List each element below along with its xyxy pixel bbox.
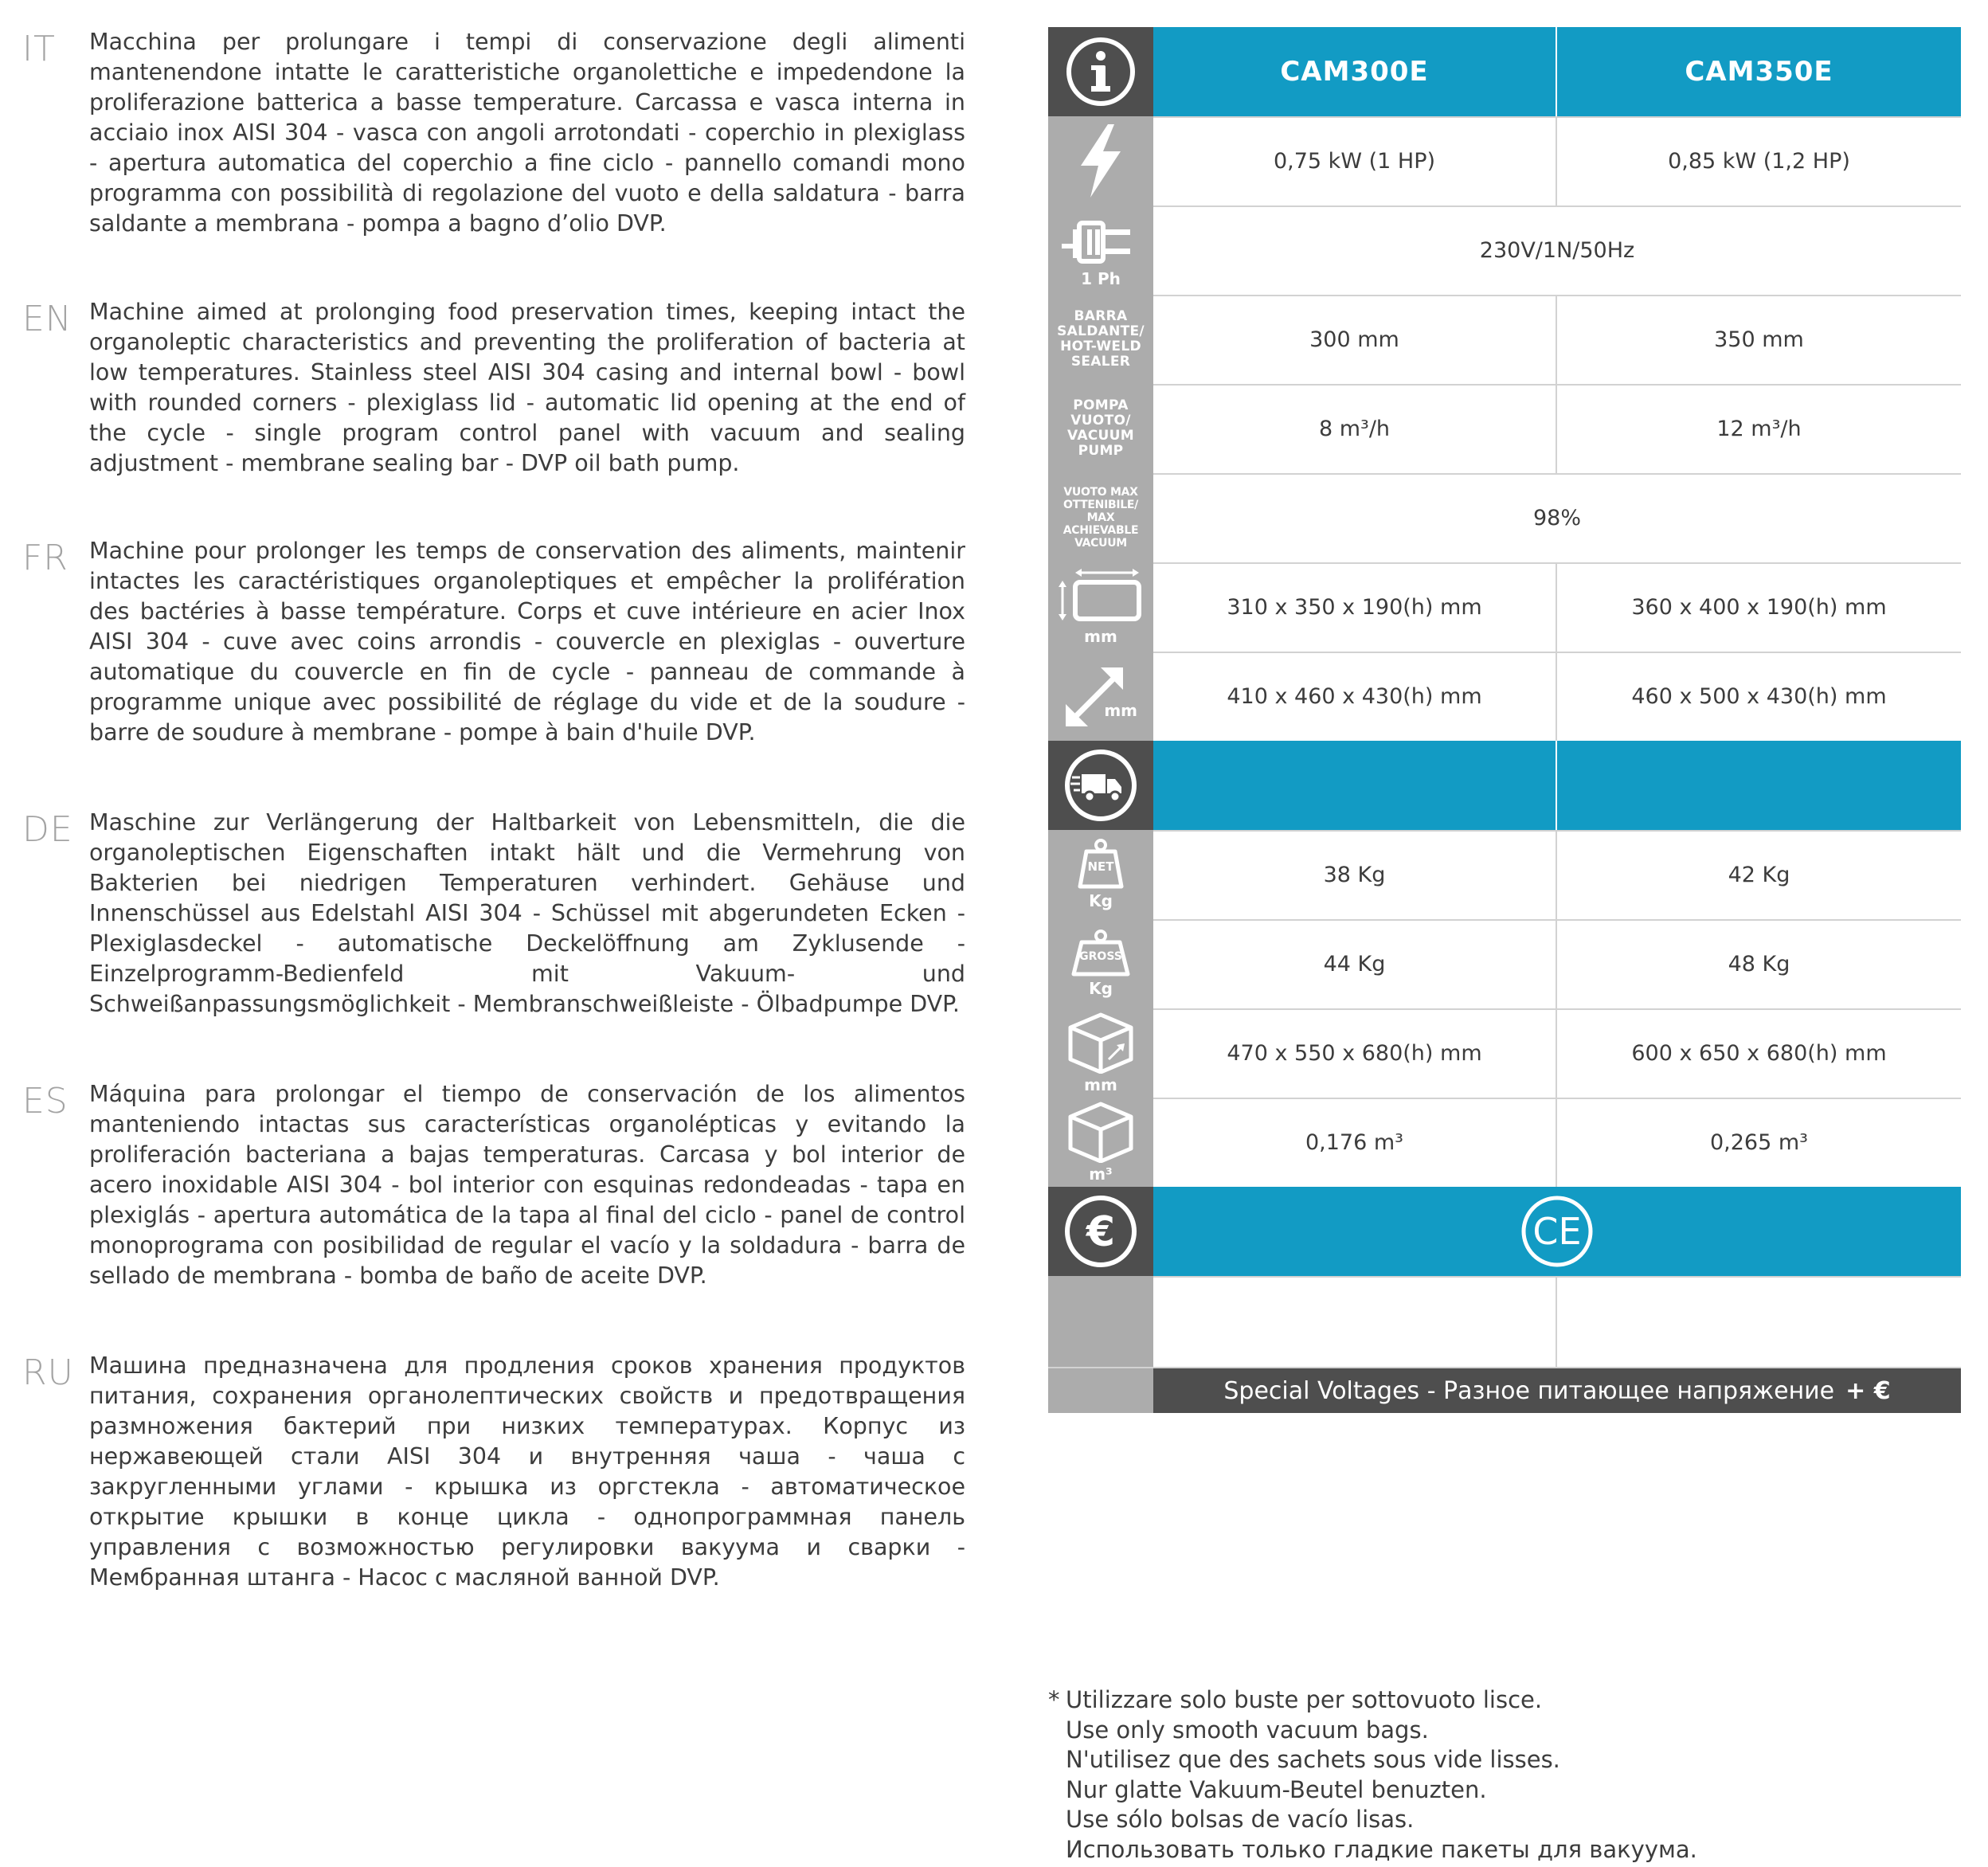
power-value: 0,85 kW (1,2 HP): [1668, 148, 1850, 174]
package-size-value: 600 x 650 x 680(h) mm: [1631, 1040, 1887, 1066]
voltage-value: 230V/1N/50Hz: [1479, 237, 1635, 263]
price-header-row: [1048, 1187, 1961, 1278]
special-voltages-icon-cell: [1048, 1368, 1153, 1413]
weight-net-icon: [1048, 830, 1153, 919]
mm-label: mm: [1084, 627, 1117, 646]
language-code: IT: [22, 29, 56, 69]
phase-label: 1 Ph: [1081, 269, 1121, 288]
sealer-row: [1048, 295, 1961, 386]
pump-value: 12 m³/h: [1716, 416, 1802, 441]
package-volume-value: 0,176 m³: [1153, 1098, 1557, 1187]
language-code: DE: [22, 809, 73, 850]
pump-label-cell: [1048, 384, 1153, 473]
vacuum-label: VUOTO MAX OTTENIBILE/ MAX ACHIEVABLE VACUUM: [1062, 486, 1139, 550]
gross-label: GROSS: [1079, 950, 1122, 963]
package-volume-icon: [1048, 1098, 1153, 1187]
price-value: [1557, 1276, 1961, 1367]
euro-icon: [1048, 1187, 1153, 1276]
package-size-value: 470 x 550 x 680(h) mm: [1153, 1008, 1557, 1098]
power-row: [1048, 116, 1961, 207]
vacuum-value: 98%: [1532, 505, 1581, 530]
description-text: Machine pour prolonger les temps de conservation des aliments, maintenir intactes les caractéristiques organoleptiques et empêcher la prolifération des bactéries à basse température. Corps et cuve intérieure en acier Inox AISI 304 - cuve avec coins arrondis - couvercle en plexiglas - ouverture automatique du couvercle en fin de cycle - panneau de commande à programme unique avec possibilité de réglage du vide et de la soudure - barre de soudure à membrane - pompe à bain d'huile DVP.: [89, 538, 965, 746]
sealer-label-cell: [1048, 295, 1153, 384]
footnote-line: Use only smooth vacuum bags.: [1066, 1716, 1429, 1744]
language-code: RU: [22, 1352, 74, 1393]
sealer-value: 350 mm: [1714, 327, 1804, 352]
chamber-value: 310 x 350 x 190(h) mm: [1153, 562, 1557, 652]
price-label-cell: [1048, 1276, 1153, 1367]
shipping-header-row: [1048, 741, 1961, 832]
chamber-row: [1048, 562, 1961, 653]
sealer-label: BARRA SALDANTE/ HOT-WELD SEALER: [1057, 308, 1145, 370]
external-value: 410 x 460 x 430(h) mm: [1153, 652, 1557, 741]
special-voltages-row: [1048, 1368, 1961, 1413]
footnote-line: Utilizzare solo buste per sottovuoto lisce.: [1066, 1686, 1543, 1713]
package-dimensions-icon: [1048, 1008, 1153, 1098]
description-text: Máquina para prolongar el tiempo de conservación de los alimentos manteniendo intactas sus características organolépticas y evitando la proliferación bacteriana a bajas temperaturas. Carcasa y bol interior de acero inoxidable AISI 304 - bol interior con esquinas redondeadas - tapa en plexiglás - apertura automática de la tapa al final del ciclo - panel de control monoprograma con posibilidad de regular el vacío y la soldadura - barra de sellado de membrana - bomba de baño de aceite DVP.: [89, 1081, 965, 1289]
pump-row: [1048, 384, 1961, 475]
pump-label: POMPA VUOTO/ VACUUM PUMP: [1067, 397, 1134, 459]
weight-gross-icon: [1048, 919, 1153, 1008]
gross-weight-row: [1048, 919, 1961, 1010]
footnote: [1048, 1685, 1697, 1865]
vacuum-label-cell: [1048, 473, 1153, 562]
footnote-line: N'utilisez que des sachets sous vide lisses.: [1066, 1746, 1560, 1773]
plug-icon: [1048, 205, 1153, 295]
model-name: CAM300E: [1153, 27, 1557, 116]
chamber-dimensions-icon: [1048, 562, 1153, 652]
description-text: Macchina per prolungare i tempi di conservazione degli alimenti mantenendone intatte le caratteristiche organolettiche e impedendone la proliferazione batterica a basse temperature. Carcassa e vasca interna in acciaio inox AISI 304 - vasca con angoli arrotondati - coperchio in plexiglass - apertura automatica del coperchio a fine ciclo - pannello comandi mono programma con possibilità di regolazione del vuoto e della saldatura - barra saldante a membrana - pompa a bagno d’olio DVP.: [89, 29, 965, 237]
external-value: 460 x 500 x 430(h) mm: [1631, 683, 1887, 709]
vacuum-row: [1048, 473, 1961, 564]
lightning-icon: [1048, 116, 1153, 205]
external-dimensions-row: [1048, 652, 1961, 742]
special-voltages-text: [1153, 1368, 1961, 1413]
language-code: FR: [22, 538, 68, 578]
special-voltages-label: Special Voltages - Разное питающее напряжение: [1223, 1376, 1835, 1405]
pump-value: 8 m³/h: [1153, 384, 1557, 473]
package-size-row: [1048, 1008, 1961, 1099]
net-label: NET: [1087, 859, 1114, 874]
diagonal-arrow-icon: [1048, 652, 1153, 741]
language-code: ES: [22, 1081, 68, 1121]
shipping-header-cell: [1153, 741, 1557, 830]
gross-weight-value: 44 Kg: [1153, 919, 1557, 1008]
model-name: CAM350E: [1557, 27, 1961, 116]
euro-symbol: €: [1086, 1208, 1116, 1256]
sealer-value: 300 mm: [1153, 295, 1557, 384]
kg-label: Kg: [1089, 979, 1113, 998]
description-text: Machine aimed at prolonging food preservation times, keeping intact the organoleptic characteristics and preventing the proliferation of bacteria at low temperatures. Stainless steel AISI 304 casing and internal bowl - bowl with rounded corners - plexiglass lid - automatic lid opening at the end of the cycle - single program control panel with vacuum and sealing adjustment - membrane sealing bar - DVP oil bath pump.: [89, 299, 965, 476]
mm-label: mm: [1084, 1075, 1117, 1094]
ce-mark-cell: [1153, 1187, 1961, 1276]
gross-weight-value: 48 Kg: [1728, 951, 1790, 977]
description-text: Машина предназначена для продления сроков хранения продуктов питания, сохранения органолептических свойств и предотвращения размножения бактерий при низких температурах. Корпус из нержавеющей стали AISI 304 и внутренняя чаша - чаша с закругленными углами - крышка из оргстекла - автоматическое открытие крышки в конце цикла - однопрограммная панель управления с возможностью регулировки вакуума и сварки - Мембранная штанга - Насос с масляной ванной DVP.: [89, 1352, 965, 1591]
footnote-line: Use sólo bolsas de vacío lisas.: [1066, 1806, 1415, 1833]
m3-label: m³: [1089, 1164, 1113, 1184]
ce-mark-text: CE: [1532, 1210, 1582, 1253]
package-volume-value: 0,265 m³: [1709, 1129, 1808, 1155]
shipping-header-cell: [1557, 741, 1961, 830]
language-code: EN: [22, 299, 72, 339]
model-header-row: [1048, 27, 1961, 118]
description-text: Maschine zur Verlängerung der Haltbarkeit von Lebensmitteln, die die organoleptischen Eigenschaften intakt hält und die Vermehrung von Bakterien bei niedrigen Temperaturen verhindert. Gehäuse und Innenschüssel aus Edelstahl AISI 304 - Schüssel mit abgerundeten Ecken - Plexiglasdeckel - automatische Deckelöffnung am Zyklusende - Einzelprogramm-Bedienfeld mit Vakuum- und Schweißanpassungsmöglichkeit - Membranschweißleiste - Ölbadpumpe DVP.: [89, 809, 965, 1017]
power-value: 0,75 kW (1 HP): [1153, 116, 1557, 205]
voltage-row: [1048, 205, 1961, 296]
footnote-line: Использовать только гладкие пакеты для вакуума.: [1066, 1835, 1697, 1863]
ce-mark-icon: [1520, 1195, 1594, 1268]
net-weight-value: 42 Kg: [1728, 862, 1790, 887]
info-icon: [1048, 27, 1153, 116]
package-volume-row: [1048, 1098, 1961, 1188]
special-voltages-suffix: + €: [1845, 1376, 1891, 1405]
kg-label: Kg: [1089, 891, 1113, 910]
mm-label: mm: [1104, 701, 1137, 720]
price-row: [1048, 1276, 1961, 1368]
delivery-truck-icon: [1048, 741, 1153, 830]
footnote-line: Nur glatte Vakuum-Beutel benuzten.: [1066, 1775, 1487, 1803]
net-weight-row: [1048, 830, 1961, 921]
footnote-star: *: [1048, 1686, 1060, 1713]
chamber-value: 360 x 400 x 190(h) mm: [1631, 594, 1887, 620]
net-weight-value: 38 Kg: [1153, 830, 1557, 919]
price-value: [1153, 1276, 1557, 1367]
